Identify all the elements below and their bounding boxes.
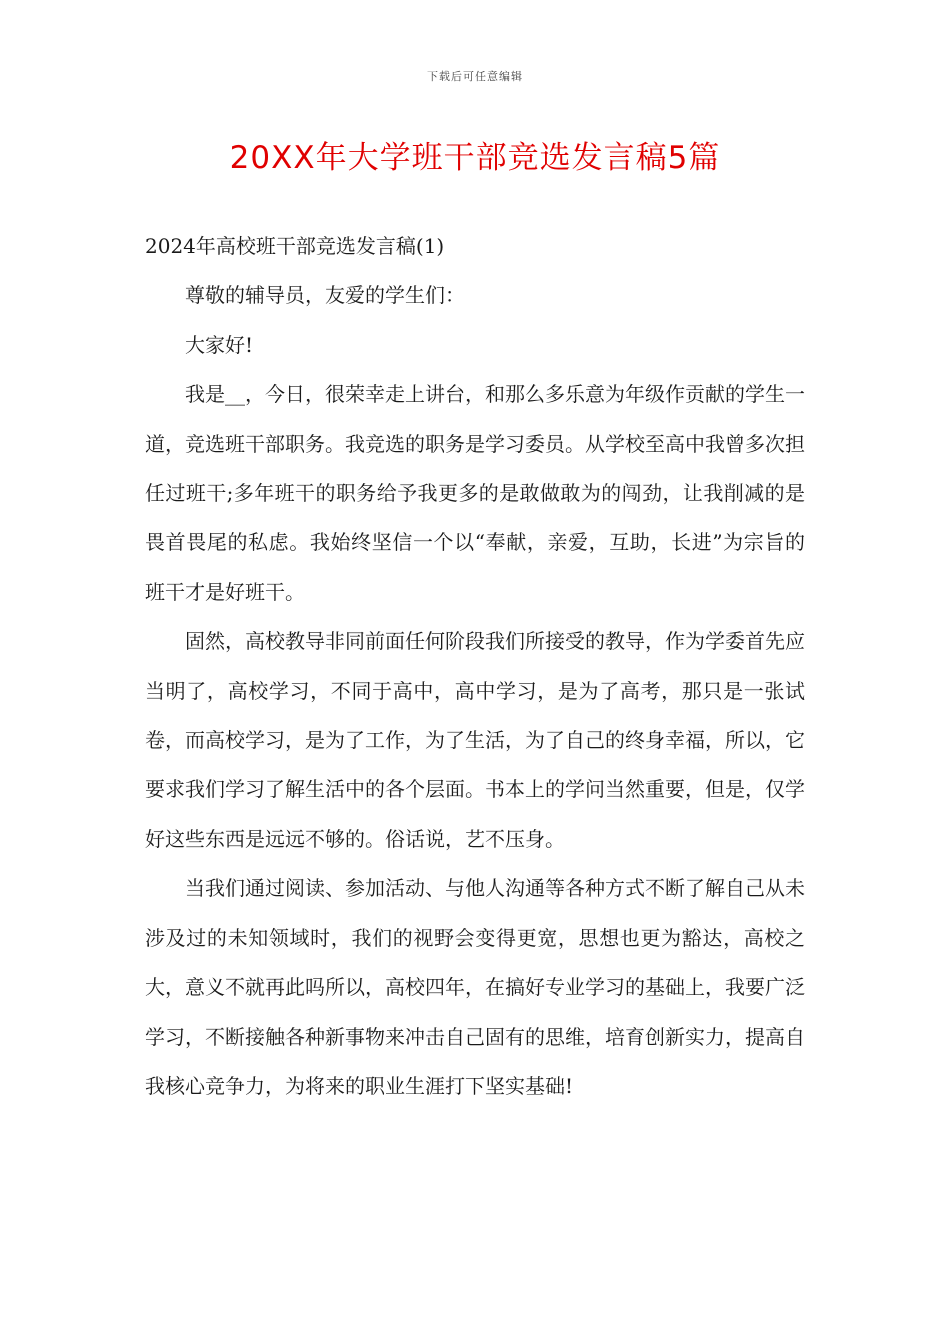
paragraph-university-learning: 固然，高校教导非同前面任何阶段我们所接受的教导，作为学委首先应当明了，高校学习，不同于高中，高中学习，是为了高考，那只是一张试卷，而高校学习，是为了工作，为了生活，为了自己的终身幸福，所以，它要求我们学习了解生活中的各个层面。书本上的学问当然重要，但是，仅学好这些东西是远远不够的。俗话说，艺不压身。: [145, 629, 805, 851]
paragraph-greeting: 大家好!: [185, 332, 254, 357]
header-note: 下载后可任意编辑: [427, 70, 523, 83]
document-body: [145, 222, 805, 1111]
section-title: 2024年高校班干部竞选发言稿(1): [145, 234, 445, 258]
paragraph-broad-learning: 当我们通过阅读、参加活动、与他人沟通等各种方式不断了解自己从未涉及过的未知领域时，我们的视野会变得更宽，思想也更为豁达，高校之大，意义不就再此吗所以，高校四年，在搞好专业学习的基础上，我要广泛学习，不断接触各种新事物来冲击自己固有的思维，培育创新实力，提高自我核心竞争力，为将来的职业生涯打下坚实基础!: [145, 876, 805, 1098]
paragraph-introduction: 我是__，今日，很荣幸走上讲台，和那么多乐意为年级作贡献的学生一道，竞选班干部职务。我竞选的职务是学习委员。从学校至高中我曾多次担任过班干;多年班干的职务给予我更多的是敢做敢为的闯劲，让我削减的是畏首畏尾的私虑。我始终坚信一个以“奉献，亲爱，互助，长进”为宗旨的班干才是好班干。: [145, 382, 805, 604]
paragraph-salutation: 尊敬的辅导员，友爱的学生们：: [185, 283, 465, 308]
document-title: 20XX年大学班干部竞选发言稿5篇: [229, 140, 721, 176]
